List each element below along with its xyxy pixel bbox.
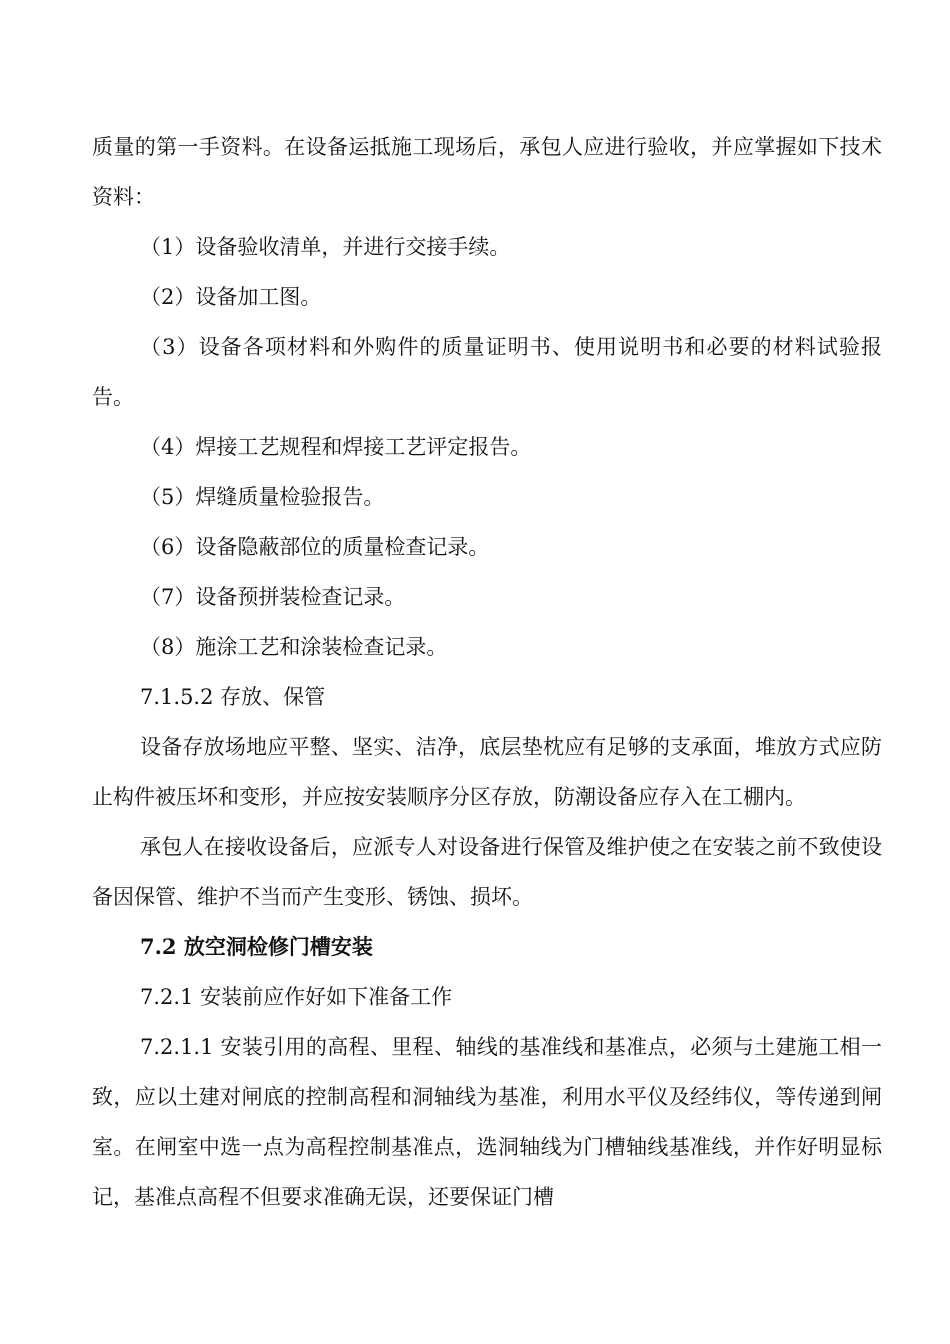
section-heading-7-2: 7.2 放空洞检修门槽安装: [140, 934, 373, 959]
list-item-8: （8）施涂工艺和涂装检查记录。: [140, 635, 448, 659]
list-item-5: （5）焊缝质量检验报告。: [140, 485, 385, 509]
paragraph-storage: 设备存放场地应平整、坚实、洁净，底层垫枕应有足够的支承面，堆放方式应防止构件被压坏和变形，并应按安装顺序分区存放，防潮设备应存入在工棚内。: [92, 735, 882, 809]
paragraph-maintenance: 承包人在接收设备后，应派专人对设备进行保管及维护使之在安装之前不致使设备因保管、维护不当而产生变形、锈蚀、损坏。: [92, 835, 882, 909]
section-heading-7-1-5-2: 7.1.5.2 存放、保管: [140, 685, 326, 709]
list-item-3: （3）设备各项材料和外购件的质量证明书、使用说明书和必要的材料试验报告。: [92, 335, 882, 409]
list-item-4: （4）焊接工艺规程和焊接工艺评定报告。: [140, 435, 532, 459]
list-item-6: （6）设备隐蔽部位的质量检查记录。: [140, 535, 490, 559]
list-item-1: （1）设备验收清单，并进行交接手续。: [140, 235, 511, 259]
list-item-2: （2）设备加工图。: [140, 285, 322, 309]
paragraph-continuation: 质量的第一手资料。在设备运抵施工现场后，承包人应进行验收，并应掌握如下技术资料：: [92, 135, 882, 209]
paragraph-7-2-1-1: 7.2.1.1 安装引用的高程、里程、轴线的基准线和基准点，必须与土建施工相一致，应以土建对闸底的控制高程和洞轴线为基准，利用水平仪及经纬仪，等传递到闸室。在闸室中选一点为高程控制基准点，选洞轴线为门槽轴线基准线，并作好明显标记，基准点高程不但要求准确无误，还要保证门槽: [92, 1035, 882, 1209]
section-heading-7-2-1: 7.2.1 安装前应作好如下准备工作: [140, 985, 453, 1009]
list-item-7: （7）设备预拼装检查记录。: [140, 585, 406, 609]
document-page: [92, 122, 882, 1222]
